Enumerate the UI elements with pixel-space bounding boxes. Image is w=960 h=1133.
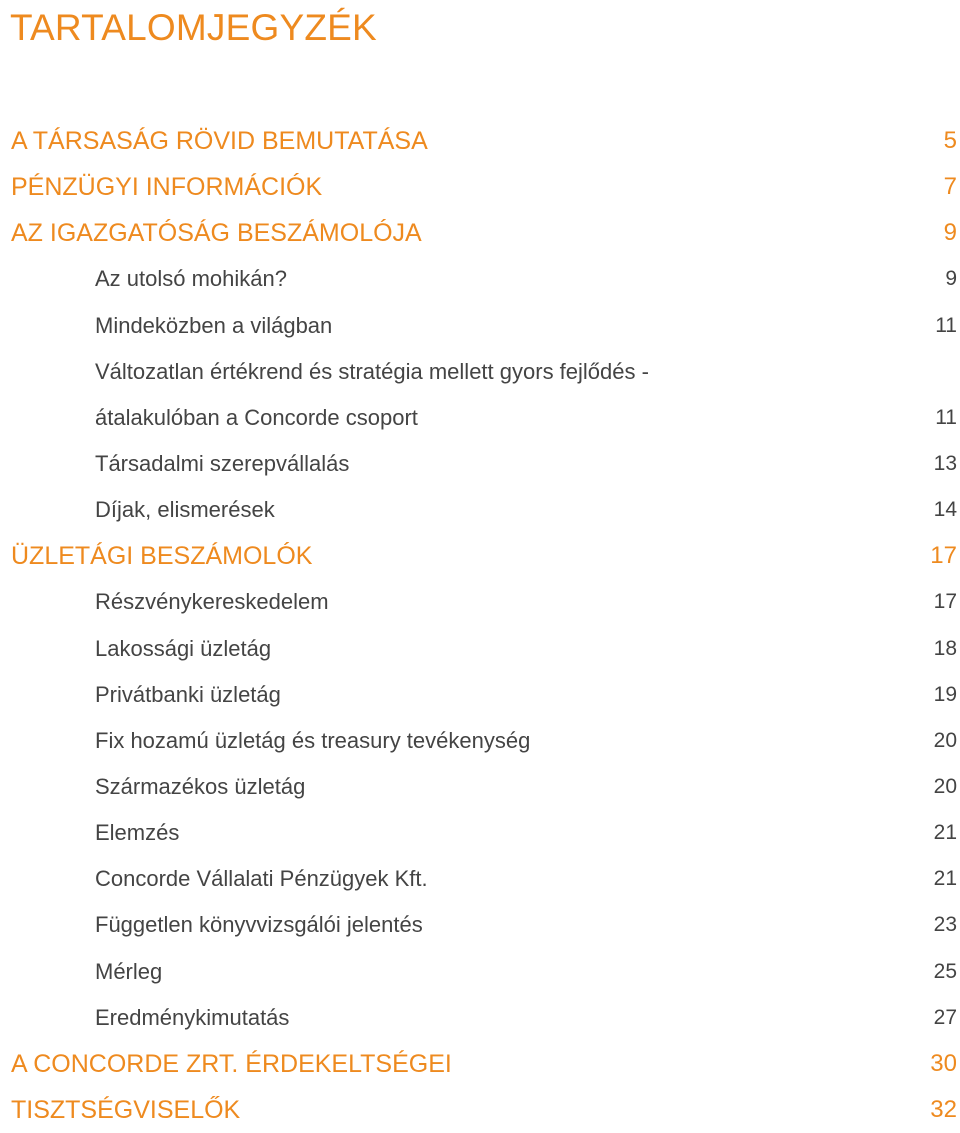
toc-entry-label: ÜZLETÁGI BESZÁMOLÓK: [11, 542, 313, 571]
toc-subentry-label: Fix hozamú üzletág és treasury tevékenység: [95, 727, 531, 753]
toc-subentry[interactable]: [0, 349, 960, 395]
toc-subentry-page: 23: [933, 913, 957, 937]
toc-subentry-page: 18: [933, 636, 957, 660]
toc-subentry[interactable]: [0, 256, 960, 302]
toc-subentry-page: 25: [933, 959, 957, 983]
toc-entry-label: A CONCORDE ZRT. ÉRDEKELTSÉGEI: [11, 1049, 452, 1078]
toc-subentry-label: Mindeközben a világban: [95, 312, 333, 338]
page-title: TARTALOMJEGYZÉK: [10, 7, 377, 48]
toc-subentry-label: Eredménykimutatás: [95, 1004, 290, 1030]
toc-subentry-page: 9: [945, 267, 957, 291]
toc-subentry[interactable]: [0, 441, 960, 487]
toc-subentry-label: átalakulóban a Concorde csoport: [95, 404, 418, 430]
toc-subentry[interactable]: [0, 395, 960, 441]
toc-subentry-label: Díjak, elismerések: [95, 497, 275, 523]
toc-subentry[interactable]: [0, 718, 960, 764]
toc-subentry-page: 11: [935, 313, 957, 337]
toc-entry-label: TISZTSÉGVISELŐK: [11, 1095, 241, 1124]
toc-entry-page: 9: [943, 219, 957, 247]
toc-entry-page: 5: [943, 127, 957, 154]
toc-subentry[interactable]: [0, 995, 960, 1041]
toc-subentry-page: 14: [933, 498, 957, 522]
toc-subentry-label: Mérleg: [95, 958, 163, 984]
toc-subentry-label: Concorde Vállalati Pénzügyek Kft.: [95, 866, 428, 892]
toc-subentry-page: 20: [933, 774, 957, 798]
toc-subentry[interactable]: [0, 856, 960, 902]
toc-entry[interactable]: [0, 164, 960, 210]
toc-subentry[interactable]: [0, 303, 960, 349]
toc-subentry-label: Részvénykereskedelem: [95, 589, 329, 615]
toc-entry-label: A TÁRSASÁG RÖVID BEMUTATÁSA: [11, 127, 428, 155]
toc-subentry-label: Elemzés: [95, 820, 180, 846]
toc-subentry-page: 11: [935, 405, 957, 429]
toc-subentry[interactable]: [0, 764, 960, 810]
toc-subentry[interactable]: [0, 672, 960, 718]
toc-subentry-label: Társadalmi szerepvállalás: [95, 450, 350, 476]
toc-subentry-label: Lakossági üzletág: [95, 635, 272, 661]
toc-subentry-page: 20: [933, 728, 957, 752]
toc-subentry-label: Az utolsó mohikán?: [95, 266, 287, 292]
toc-subentry[interactable]: [0, 626, 960, 672]
table-of-contents: [0, 118, 960, 1133]
toc-entry[interactable]: [0, 118, 960, 164]
toc-entry[interactable]: [0, 210, 960, 256]
toc-subentry[interactable]: [0, 487, 960, 533]
toc-subentry-page: 17: [933, 590, 957, 614]
toc-entry[interactable]: [0, 1041, 960, 1087]
toc-subentry[interactable]: [0, 902, 960, 948]
toc-subentry-label: Független könyvvizsgálói jelentés: [95, 912, 423, 938]
toc-subentry[interactable]: [0, 949, 960, 995]
toc-subentry-page: 27: [933, 1005, 957, 1029]
toc-subentry-label: Privátbanki üzletág: [95, 681, 281, 707]
toc-subentry-label: Változatlan értékrend és stratégia mellett gyors fejlődés -: [95, 358, 649, 384]
toc-entry-label: AZ IGAZGATÓSÁG BESZÁMOLÓJA: [11, 219, 422, 248]
toc-entry-label: PÉNZÜGYI INFORMÁCIÓK: [11, 173, 323, 202]
toc-entry-page: 17: [930, 542, 957, 570]
toc-subentry-label: Származékos üzletág: [95, 773, 306, 799]
toc-entry-page: 32: [930, 1095, 957, 1123]
toc-subentry-page: 21: [933, 821, 957, 845]
toc-subentry[interactable]: [0, 810, 960, 856]
toc-entry-page: 7: [943, 173, 957, 201]
toc-subentry[interactable]: [0, 579, 960, 625]
toc-entry[interactable]: [0, 1087, 960, 1133]
toc-subentry-page: 19: [933, 682, 957, 706]
toc-entry[interactable]: [0, 533, 960, 579]
toc-subentry-page: 21: [933, 867, 957, 891]
toc-subentry-page: 13: [933, 451, 957, 475]
toc-entry-page: 30: [930, 1049, 957, 1077]
